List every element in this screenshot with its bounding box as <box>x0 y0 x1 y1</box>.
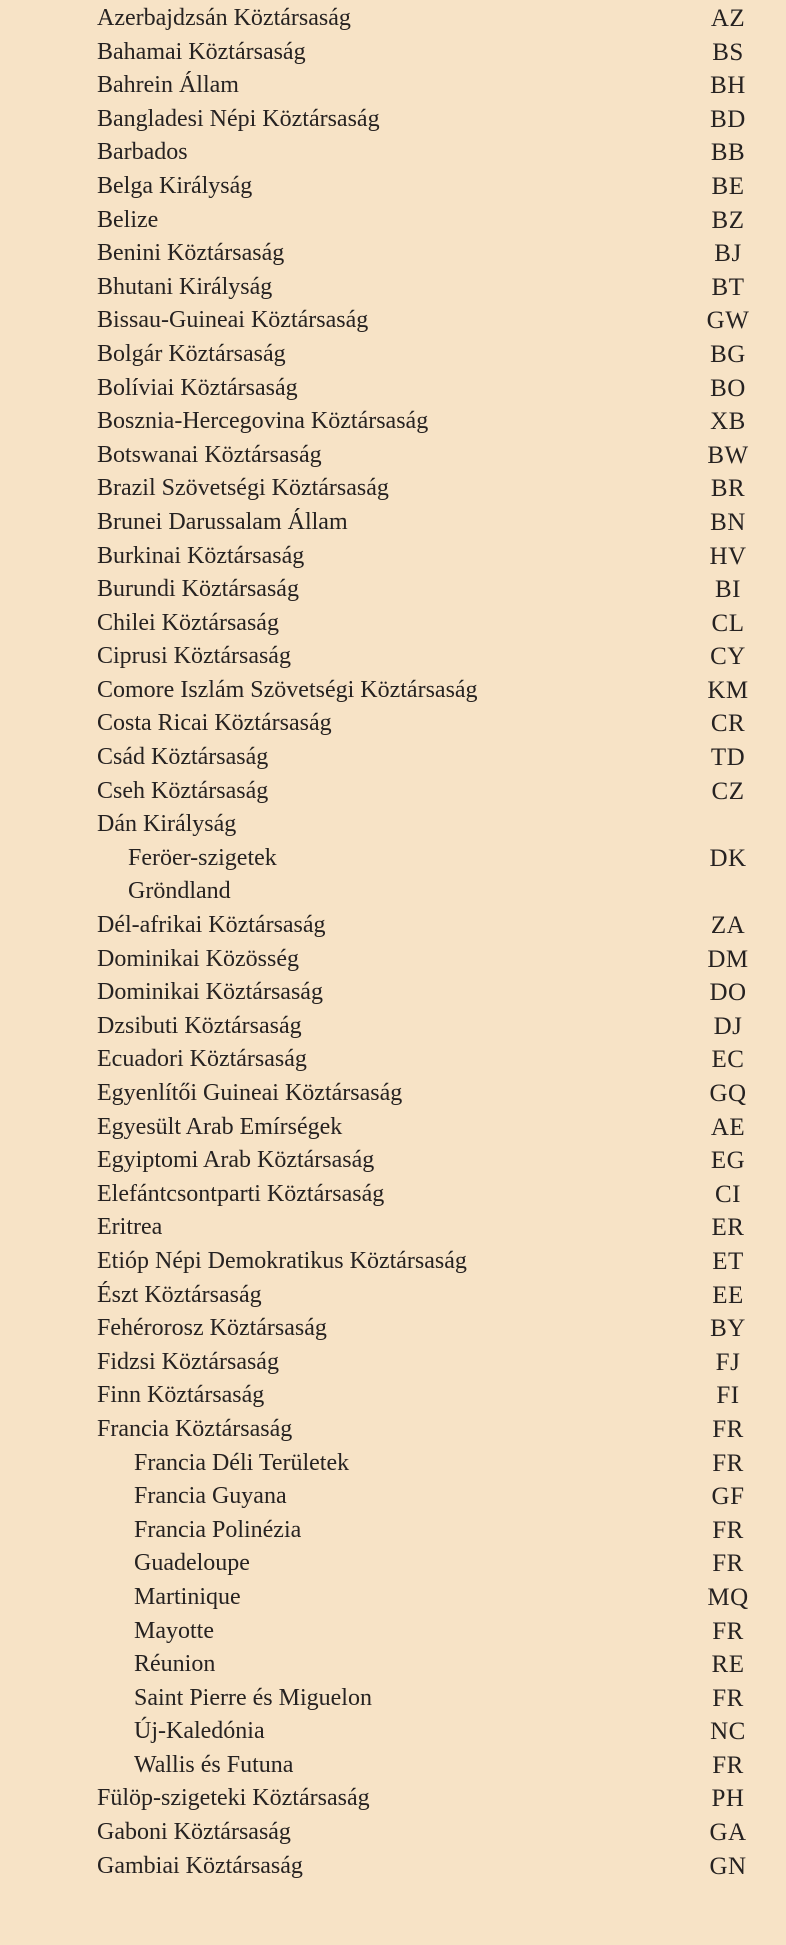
country-name: Cseh Köztársaság <box>97 777 269 804</box>
country-name: Egyiptomi Arab Köztársaság <box>97 1147 375 1174</box>
country-name: Észt Köztársaság <box>97 1281 262 1308</box>
country-name: Belga Királyság <box>97 172 253 199</box>
list-item <box>0 640 786 674</box>
country-code: BE <box>711 172 745 200</box>
country-name: Francia Déli Területek <box>134 1449 350 1476</box>
list-item <box>0 439 786 473</box>
list-item <box>0 1648 786 1682</box>
list-item <box>0 1850 786 1884</box>
country-name: Saint Pierre és Miguelon <box>134 1684 372 1711</box>
country-name: Fehérorosz Köztársaság <box>97 1315 327 1342</box>
country-name: Eritrea <box>97 1214 163 1241</box>
list-item <box>0 1615 786 1649</box>
country-name: Burkinai Köztársaság <box>97 542 305 569</box>
country-name: Egyesült Arab Emírségek <box>97 1113 343 1140</box>
country-code: EE <box>712 1281 744 1309</box>
list-item <box>0 1245 786 1279</box>
list-item <box>0 1010 786 1044</box>
country-name: Martinique <box>134 1583 241 1610</box>
country-code: BJ <box>714 240 742 268</box>
country-name: Feröer-szigetek <box>128 844 277 871</box>
country-name: Új-Kaledónia <box>134 1718 265 1745</box>
list-item <box>0 136 786 170</box>
list-item <box>0 808 786 842</box>
country-code: EG <box>710 1147 746 1175</box>
country-name: Benini Köztársaság <box>97 240 285 267</box>
list-item <box>0 271 786 305</box>
country-name: Bissau-Guineai Köztársaság <box>97 307 369 334</box>
country-code: BR <box>710 475 746 503</box>
list-item <box>0 943 786 977</box>
country-name: Gaboni Köztársaság <box>97 1819 291 1846</box>
country-name: Chilei Köztársaság <box>97 609 279 636</box>
country-code: DM <box>707 945 749 973</box>
list-item <box>0 204 786 238</box>
country-name: Wallis és Futuna <box>134 1751 294 1778</box>
country-name: Csád Köztársaság <box>97 744 269 771</box>
country-code: PH <box>711 1785 745 1813</box>
list-item <box>0 1782 786 1816</box>
country-name: Dán Királyság <box>97 811 237 838</box>
country-name: Francia Polinézia <box>134 1516 302 1543</box>
list-item <box>0 1279 786 1313</box>
list-item <box>0 842 786 876</box>
country-code: FR <box>712 1550 744 1578</box>
country-name: Guadeloupe <box>134 1550 250 1577</box>
country-name: Burundi Köztársaság <box>97 576 299 603</box>
country-name: Finn Köztársaság <box>97 1382 265 1409</box>
country-code: BD <box>710 105 746 133</box>
country-name: Francia Köztársaság <box>97 1415 293 1442</box>
country-name: Etióp Népi Demokratikus Köztársaság <box>97 1247 467 1274</box>
country-name: Azerbajdzsán Köztársaság <box>97 5 351 31</box>
country-code: FR <box>712 1684 744 1712</box>
country-code: AE <box>710 1113 746 1141</box>
list-item <box>0 707 786 741</box>
list-item <box>0 1514 786 1548</box>
country-code: BI <box>715 576 741 604</box>
country-code: FR <box>712 1751 744 1779</box>
country-code: ER <box>711 1214 745 1242</box>
list-item <box>0 237 786 271</box>
list-item <box>0 909 786 943</box>
country-name: Belize <box>97 206 159 233</box>
list-item <box>0 36 786 70</box>
list-item <box>0 573 786 607</box>
list-item <box>0 1211 786 1245</box>
country-code: XB <box>710 408 746 436</box>
list-item <box>0 1715 786 1749</box>
country-name: Bahamai Köztársaság <box>97 38 306 65</box>
list-item <box>0 1043 786 1077</box>
list-item <box>0 472 786 506</box>
country-code: BH <box>710 72 746 100</box>
country-name: Dominikai Közösség <box>97 945 299 972</box>
country-name: Bahrein Állam <box>97 72 239 99</box>
country-code: BW <box>707 441 749 469</box>
country-name: Brazil Szövetségi Köztársaság <box>97 475 389 502</box>
country-code: CZ <box>711 777 745 805</box>
country-code: BB <box>710 139 746 167</box>
country-code: ZA <box>710 912 746 940</box>
list-item <box>0 1480 786 1514</box>
list-item <box>0 69 786 103</box>
country-code: BY <box>710 1315 746 1343</box>
list-item <box>0 775 786 809</box>
country-name: Egyenlítői Guineai Köztársaság <box>97 1080 403 1106</box>
country-code: FR <box>712 1617 744 1645</box>
country-name: Fidzsi Köztársaság <box>97 1348 279 1375</box>
country-code: BT <box>711 273 745 301</box>
country-name: Ciprusi Köztársaság <box>97 643 291 670</box>
list-item <box>0 1749 786 1783</box>
list-item <box>0 170 786 204</box>
country-code: BZ <box>711 206 745 234</box>
list-item <box>0 1077 786 1111</box>
list-item <box>0 2 786 36</box>
country-code-list <box>0 2 786 1883</box>
list-item <box>0 1547 786 1581</box>
country-name: Gambiai Köztársaság <box>97 1852 303 1879</box>
country-name: Ecuadori Köztársaság <box>97 1046 307 1073</box>
country-code: AZ <box>710 5 746 32</box>
country-name: Comore Iszlám Szövetségi Köztársaság <box>97 676 478 703</box>
country-code: HV <box>709 542 747 570</box>
country-code: FI <box>716 1382 740 1410</box>
country-code: FJ <box>715 1348 741 1376</box>
country-name: Botswanai Köztársaság <box>97 441 322 468</box>
country-code: CL <box>711 609 745 637</box>
country-code: NC <box>710 1718 746 1746</box>
country-code: TD <box>710 744 746 772</box>
country-name: Fülöp-szigeteki Köztársaság <box>97 1785 370 1812</box>
country-code: MQ <box>707 1583 749 1611</box>
list-item <box>0 372 786 406</box>
country-name: Bolíviai Köztársaság <box>97 374 298 401</box>
country-code: BO <box>710 374 746 402</box>
country-code: EC <box>711 1046 745 1074</box>
country-name: Bhutani Királyság <box>97 273 273 300</box>
list-item <box>0 741 786 775</box>
country-code: BN <box>710 508 746 536</box>
country-name: Dominikai Köztársaság <box>97 979 323 1006</box>
list-item <box>0 1682 786 1716</box>
list-item <box>0 674 786 708</box>
list-item <box>0 304 786 338</box>
country-code: BS <box>712 38 744 66</box>
country-code: FR <box>712 1449 744 1477</box>
list-item <box>0 976 786 1010</box>
country-name: Bosznia-Hercegovina Köztársaság <box>97 408 429 435</box>
list-item <box>0 1413 786 1447</box>
list-item <box>0 1312 786 1346</box>
country-name: Gröndland <box>128 878 231 905</box>
country-code: RE <box>711 1651 745 1679</box>
country-name: Dzsibuti Köztársaság <box>97 1012 302 1039</box>
country-name: Brunei Darussalam Állam <box>97 508 348 535</box>
country-code: CY <box>710 643 746 671</box>
country-code: ET <box>712 1247 744 1275</box>
list-item <box>0 338 786 372</box>
country-code: GN <box>709 1852 747 1880</box>
country-name: Mayotte <box>134 1617 214 1644</box>
list-item <box>0 1111 786 1145</box>
country-code: CR <box>710 710 746 738</box>
list-item <box>0 1144 786 1178</box>
list-item <box>0 1346 786 1380</box>
country-code: GA <box>709 1819 747 1847</box>
country-name: Bangladesi Népi Köztársaság <box>97 105 380 132</box>
list-item <box>0 1447 786 1481</box>
country-code: FR <box>712 1415 744 1443</box>
country-code: DK <box>709 844 747 872</box>
list-item <box>0 1379 786 1413</box>
country-code: KM <box>707 676 749 704</box>
country-code: GQ <box>709 1080 747 1107</box>
list-item <box>0 1816 786 1850</box>
country-code: BG <box>710 340 746 368</box>
list-item <box>0 405 786 439</box>
country-name: Réunion <box>134 1651 216 1678</box>
list-item <box>0 506 786 540</box>
list-item <box>0 1178 786 1212</box>
country-name: Francia Guyana <box>134 1483 287 1510</box>
country-code: DO <box>709 979 747 1007</box>
country-name: Elefántcsontparti Köztársaság <box>97 1180 385 1207</box>
country-code: FR <box>712 1516 744 1544</box>
list-item <box>0 875 786 909</box>
country-name: Bolgár Köztársaság <box>97 340 286 367</box>
country-code: CI <box>715 1180 741 1208</box>
list-item <box>0 607 786 641</box>
country-code: DJ <box>713 1012 743 1040</box>
country-name: Barbados <box>97 139 188 166</box>
list-item <box>0 1581 786 1615</box>
list-item <box>0 103 786 137</box>
country-name: Dél-afrikai Köztársaság <box>97 912 326 939</box>
country-code: GW <box>706 307 750 335</box>
country-name: Costa Ricai Köztársaság <box>97 710 332 737</box>
country-code: GF <box>711 1483 745 1511</box>
list-item <box>0 540 786 574</box>
